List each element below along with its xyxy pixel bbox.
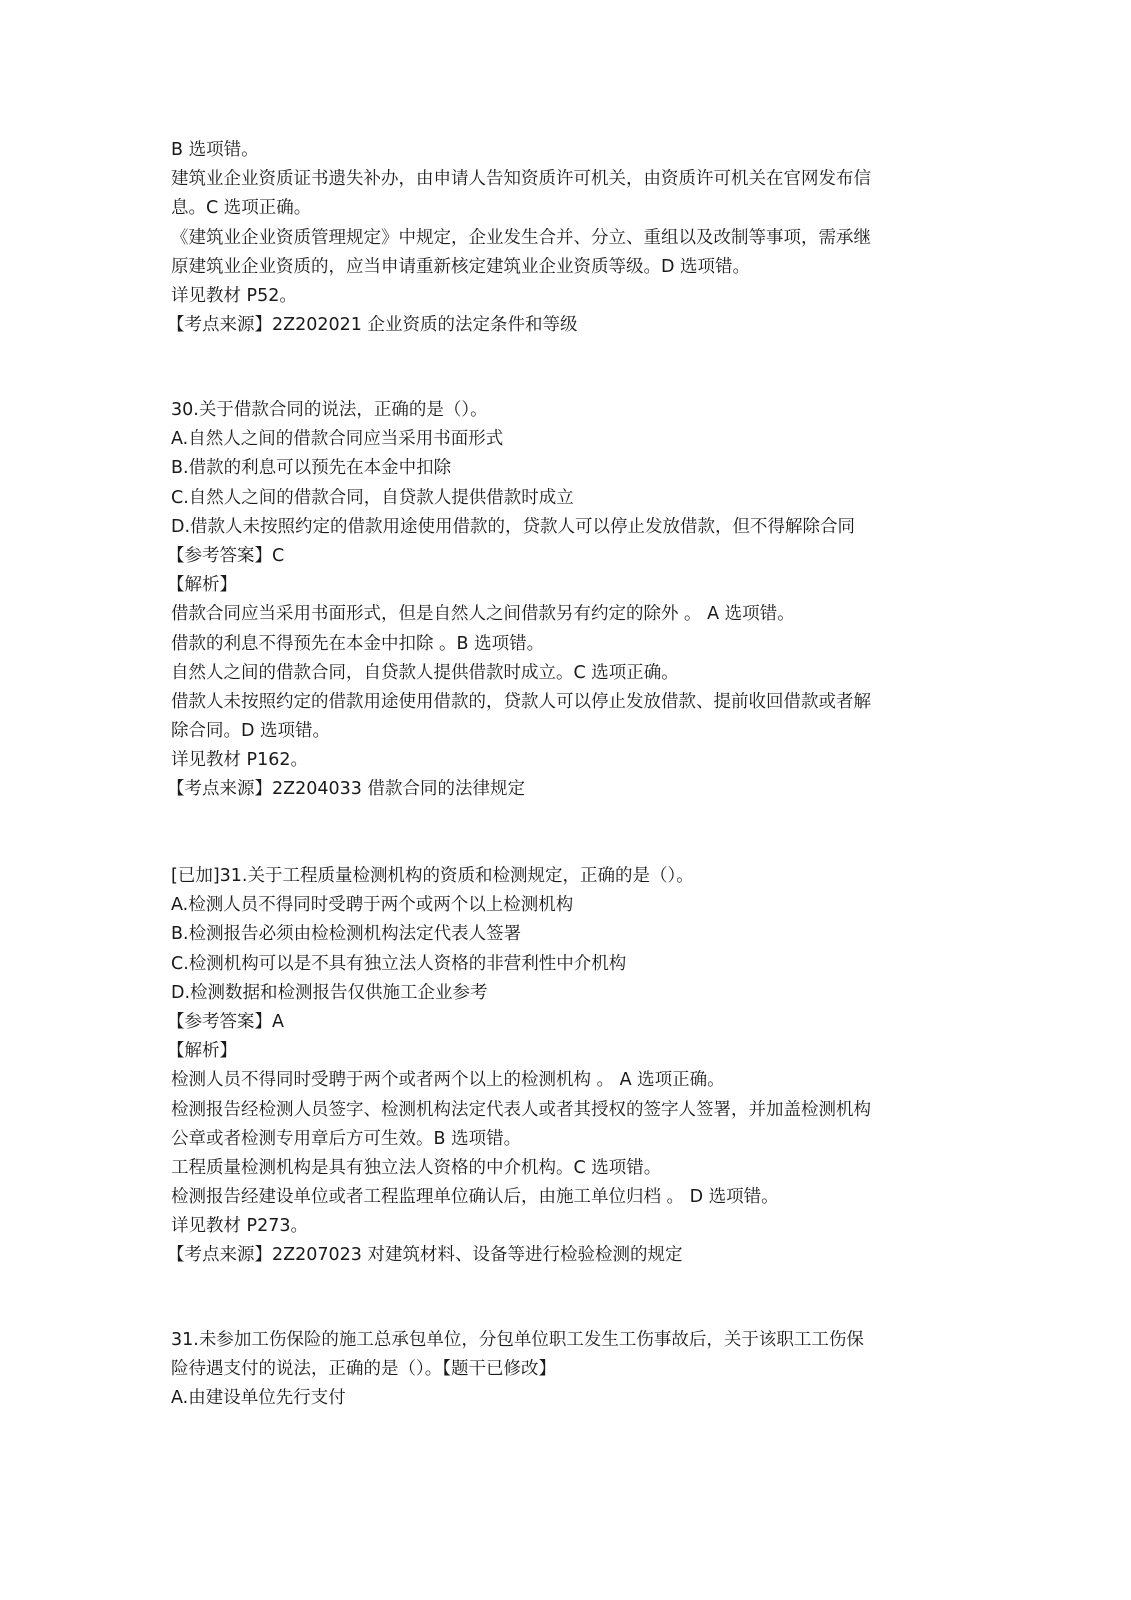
analysis-line: 检测报告经检测人员签字、检测机构法定代表人或者其授权的签字人签署，并加盖检测机构 — [171, 1099, 871, 1120]
option-c: C.自然人之间的借款合同，自贷款人提供借款时成立 — [171, 487, 574, 508]
analysis-line: 借款人未按照约定的借款用途使用借款的，贷款人可以停止发放借款、提前收回借款或者解 — [171, 691, 871, 712]
analysis-line: 自然人之间的借款合同，自贷款人提供借款时成立。C 选项正确。 — [171, 662, 679, 683]
analysis-line: 《建筑业企业资质管理规定》中规定，企业发生合并、分立、重组以及改制等事项，需承继 — [171, 227, 871, 248]
analysis-line: B 选项错。 — [171, 140, 259, 160]
option-c: C.检测机构可以是不具有独立法人资格的非营利性中介机构 — [171, 953, 627, 974]
option-a: A.由建设单位先行支付 — [171, 1388, 346, 1409]
source-reference: 【考点来源】2Z204033 借款合同的法律规定 — [167, 779, 525, 800]
analysis-line: 借款合同应当采用书面形式，但是自然人之间借款另有约定的除外 。 A 选项错。 — [171, 604, 795, 625]
option-b: B.借款的利息可以预先在本金中扣除 — [171, 458, 452, 479]
analysis-line: 借款的利息不得预先在本金中扣除 。B 选项错。 — [171, 633, 545, 654]
option-a: A.自然人之间的借款合同应当采用书面形式 — [171, 429, 504, 450]
question-31 — [171, 1326, 961, 1414]
analysis-line: 检测人员不得同时受聘于两个或者两个以上的检测机构 。 A 选项正确。 — [171, 1070, 725, 1091]
textbook-reference: 详见教材 P273。 — [171, 1216, 309, 1237]
analysis-line: 原建筑业企业资质的，应当申请重新核定建筑业企业资质等级。D 选项错。 — [171, 256, 751, 277]
previous-question-analysis — [167, 136, 961, 340]
option-d: D.检测数据和检测报告仅供施工企业参考 — [171, 982, 488, 1003]
analysis-label: 【解析】 — [167, 1041, 237, 1062]
question-30 — [167, 396, 961, 805]
question-stem-continued: 险待遇支付的说法，正确的是（）。【题干已修改】 — [171, 1359, 556, 1380]
option-a: A.检测人员不得同时受聘于两个或两个以上检测机构 — [171, 895, 574, 916]
source-reference: 【考点来源】2Z202021 企业资质的法定条件和等级 — [167, 315, 578, 336]
analysis-line: 建筑业企业资质证书遗失补办，由申请人告知资质许可机关，由资质许可机关在官网发布信 — [171, 169, 871, 190]
question-stem: [已加]31.关于工程质量检测机构的资质和检测规定，正确的是（）。 — [171, 866, 694, 886]
analysis-line: 除合同。D 选项错。 — [171, 721, 331, 742]
reference-answer: 【参考答案】C — [167, 545, 285, 566]
question-stem: 30.关于借款合同的说法，正确的是（）。 — [171, 400, 488, 420]
textbook-reference: 详见教材 P162。 — [171, 750, 309, 771]
textbook-reference: 详见教材 P52。 — [171, 285, 297, 306]
analysis-label: 【解析】 — [167, 575, 237, 596]
reference-answer: 【参考答案】A — [167, 1011, 284, 1032]
option-b: B.检测报告必须由检检测机构法定代表人签署 — [171, 924, 522, 945]
question-31-added — [167, 862, 961, 1271]
analysis-line: 检测报告经建设单位或者工程监理单位确认后，由施工单位归档 。 D 选项错。 — [171, 1187, 779, 1208]
analysis-line: 工程质量检测机构是具有独立法人资格的中介机构。C 选项错。 — [171, 1157, 662, 1178]
analysis-line: 公章或者检测专用章后方可生效。B 选项错。 — [171, 1128, 522, 1149]
question-stem: 31.未参加工伤保险的施工总承包单位，分包单位职工发生工伤事故后，关于该职工工伤保 — [171, 1330, 864, 1350]
option-d: D.借款人未按照约定的借款用途使用借款的，贷款人可以停止发放借款，但不得解除合同 — [171, 516, 856, 537]
source-reference: 【考点来源】2Z207023 对建筑材料、设备等进行检验检测的规定 — [167, 1245, 683, 1266]
analysis-line: 息。C 选项正确。 — [171, 198, 312, 219]
